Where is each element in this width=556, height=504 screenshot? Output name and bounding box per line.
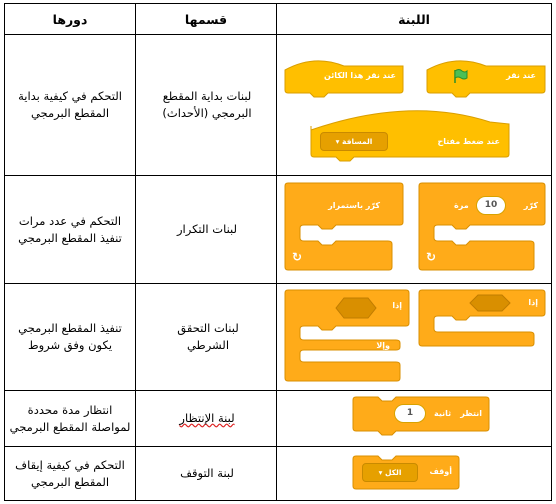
category-events: لبنات بداية المقطع البرمجي (الأحداث) [162,89,252,120]
if-shape [418,289,546,361]
stop-dropdown-value: الكل [384,468,402,477]
header-role: دورها [52,11,88,27]
stop-label: أوقف [429,467,452,476]
when-flag-clicked-block[interactable] [426,52,546,102]
category-stop: لبنة التوقف [180,466,234,480]
key-press-label: عند ضغط مفتاح [437,137,500,146]
header-block: اللبنة [398,11,430,27]
header-category: قسمها [184,11,228,27]
table-border-left [4,3,5,501]
category-wait [146,391,268,446]
wait-seconds-input[interactable]: 1 [394,404,426,423]
category-conditional: لبنات التحقق الشرطي [177,321,239,352]
repeat-unit-label: مرة [454,201,469,210]
stop-block[interactable] [352,455,460,491]
table-border-bottom [4,500,552,501]
when-key-pressed-block[interactable] [310,104,510,164]
if-block[interactable] [418,289,546,361]
repeat-block[interactable] [418,182,546,272]
flag-click-label: عند نقر [506,71,536,80]
if-else-shape [284,289,410,383]
if-label: إذا [528,298,538,307]
key-dropdown[interactable]: المسافة ▾ [320,132,388,151]
wait-block[interactable] [352,396,490,436]
table-border-right [551,3,552,501]
role-conditional: تنفيذ المقطع البرمجي يكون وفق شروط [18,321,122,352]
forever-block[interactable] [284,182,404,272]
category-repeat: لبنات التكرار [176,222,238,236]
loop-arrow-icon: ↻ [292,250,303,264]
when-sprite-clicked-block[interactable] [284,52,404,102]
forever-label: كرّر باستمرار [328,201,380,210]
wait-unit-label: ثانية [434,409,452,418]
stop-dropdown[interactable]: الكل ▾ [362,463,418,482]
sprite-click-label: عند نقر هذا الكائن [324,71,396,80]
role-wait: انتظار مدة محددة لمواصلة المقطع البرمجي [9,402,131,434]
role-stop: التحكم في كيفية إيقاف المقطع البرمجي [15,457,125,489]
if-label: إذا [392,301,402,310]
loop-arrow-icon: ↻ [426,250,437,264]
role-events: التحكم في كيفية بداية المقطع البرمجي [18,89,122,120]
role-repeat: التحكم في عدد مرات تنفيذ المقطع البرمجي [18,213,122,245]
if-else-block[interactable] [284,289,410,383]
green-flag-icon [452,68,468,84]
repeat-label: كرّر [523,201,538,210]
else-label: وإلا [376,341,390,350]
key-dropdown-value: المسافة [342,137,373,146]
col-divider [276,3,277,501]
category-wait-text: لبنة الإنتظار [179,411,235,425]
col-divider [135,3,136,501]
repeat-count-input[interactable]: 10 [476,196,506,215]
wait-label: انتظر [460,409,482,418]
